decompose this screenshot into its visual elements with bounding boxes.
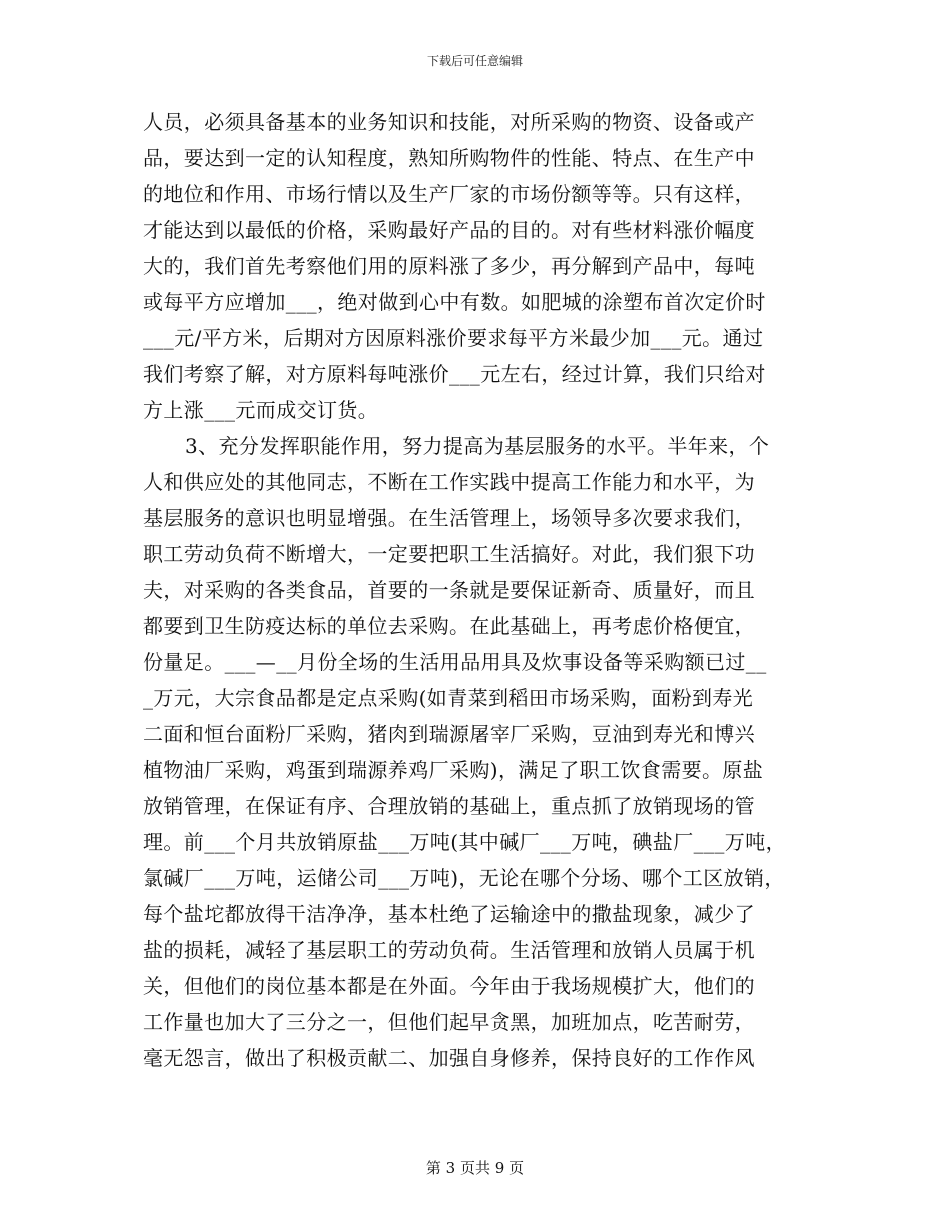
paragraph-start-line: 3、充分发挥职能作用，努力提高为基层服务的水平。半年来，个 — [185, 434, 770, 458]
text-line: 人员，必须具备基本的业务知识和技能，对所采购的物资、设备或产 — [143, 110, 755, 134]
text-line: 盐的损耗，减轻了基层职工的劳动负荷。生活管理和放销人员属于机 — [143, 938, 755, 962]
text-line: 人和供应处的其他同志，不断在工作实践中提高工作能力和水平，为 — [143, 470, 755, 494]
text-line: 份量足。___—__月份全场的生活用品用具及炊事设备等采购额已过__ — [143, 650, 767, 674]
text-line: 每个盐坨都放得干洁净净，基本杜绝了运输途中的撒盐现象，减少了 — [143, 902, 755, 926]
text-line: 的地位和作用、市场行情以及生产厂家的市场份额等等。只有这样， — [143, 182, 755, 206]
text-line: 或每平方应增加___，绝对做到心中有数。如肥城的涂塑布首次定价时 — [143, 290, 766, 314]
text-line: 方上涨___元而成交订货。 — [143, 398, 379, 422]
text-line: 基层服务的意识也明显增强。在生活管理上，场领导多次要求我们， — [143, 506, 755, 530]
text-line: 毫无怨言，做出了积极贡献二、加强自身修养，保持良好的工作作风 — [143, 1046, 755, 1070]
text-line: 品，要达到一定的认知程度，熟知所购物件的性能、特点、在生产中 — [143, 146, 755, 170]
text-line: 大的，我们首先考察他们用的原料涨了多少，再分解到产品中，每吨 — [143, 254, 755, 278]
text-line: 关，但他们的岗位基本都是在外面。今年由于我场规模扩大，他们的 — [143, 974, 755, 998]
text-line: 夫，对采购的各类食品，首要的一条就是要保证新奇、质量好，而且 — [143, 578, 755, 602]
text-line: 职工劳动负荷不断增大，一定要把职工生活搞好。对此，我们狠下功 — [143, 542, 755, 566]
text-line: 氯碱厂___万吨，运储公司___万吨)，无论在哪个分场、哪个工区放销， — [143, 866, 785, 890]
text-line: 植物油厂采购，鸡蛋到瑞源养鸡厂采购)，满足了职工饮食需要。原盐 — [143, 758, 764, 782]
text-line: 工作量也加大了三分之一，但他们起早贪黑，加班加点，吃苦耐劳， — [143, 1010, 755, 1034]
text-line: ___元/平方米，后期对方因原料涨价要求每平方米最少加___元。通过 — [143, 326, 764, 350]
text-line: 理。前___个月共放销原盐___万吨(其中碱厂___万吨，碘盐厂___万吨， — [143, 830, 787, 854]
body-text — [143, 104, 815, 1076]
text-line: _万元，大宗食品都是定点采购(如青菜到稻田市场采购，面粉到寿光 — [143, 686, 754, 710]
page-number-footer: 第 3 页共 9 页 — [425, 1159, 525, 1177]
text-line: 都要到卫生防疫达标的单位去采购。在此基础上，再考虑价格便宜， — [143, 614, 755, 638]
text-line: 我们考察了解，对方原料每吨涨价___元左右，经过计算，我们只给对 — [143, 362, 766, 386]
text-line: 放销管理，在保证有序、合理放销的基础上，重点抓了放销现场的管 — [143, 794, 755, 818]
page-header: 下载后可任意编辑 — [426, 54, 523, 68]
text-line: 二面和恒台面粉厂采购，猪肉到瑞源屠宰厂采购，豆油到寿光和博兴 — [143, 722, 755, 746]
text-line: 才能达到以最低的价格，采购最好产品的目的。对有些材料涨价幅度 — [143, 218, 755, 242]
